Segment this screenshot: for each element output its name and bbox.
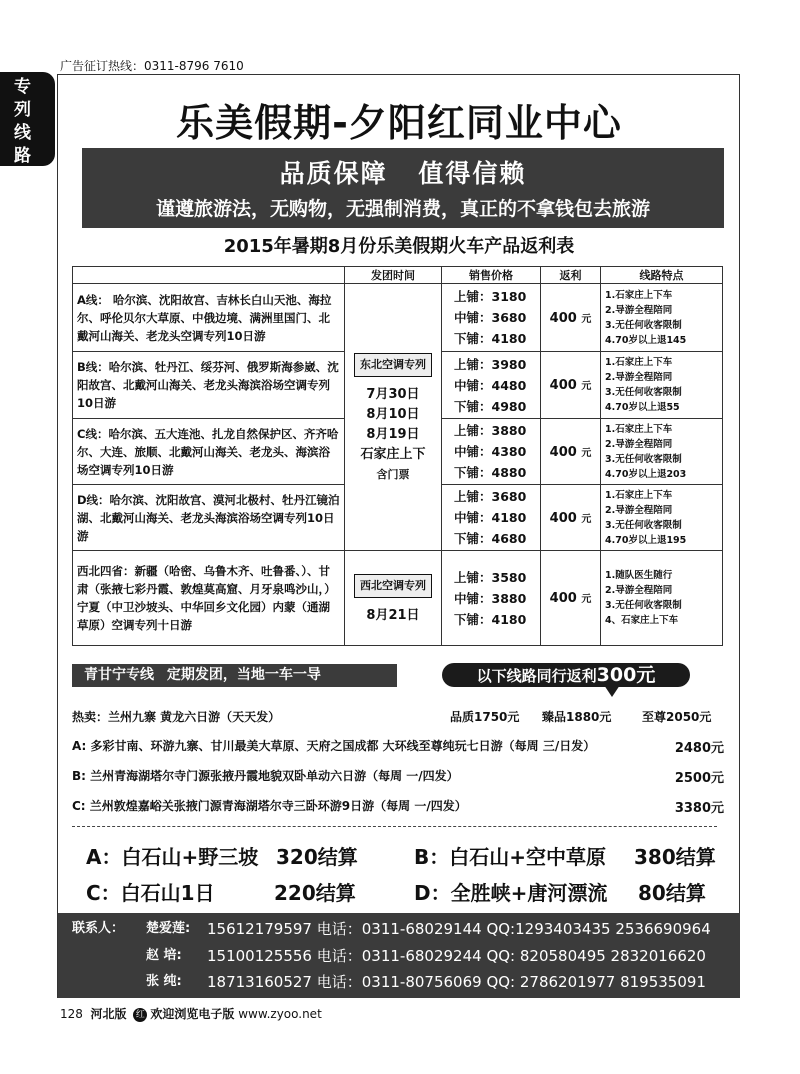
price-cell xyxy=(442,551,541,646)
contacts-panel xyxy=(58,913,740,998)
combo-a-route: A：白石山+野三坡 xyxy=(86,845,259,869)
header-features: 线路特点 xyxy=(601,267,723,284)
combo-b-route: B：白石山+空中草原 xyxy=(414,845,607,869)
price-upper: 上铺：3980 xyxy=(454,356,527,372)
route-a: A线： 哈尔滨、沈阳故宫、吉林长白山天池、海拉尔、呼伦贝尔大草原、中俄边境、满洲里国门、北戴河山海关、老龙头空调专列10日游 xyxy=(73,284,345,352)
combo-a-price: 320结算 xyxy=(276,845,358,869)
contact-name: 张 纯: xyxy=(146,974,182,989)
route-d: D线：哈尔滨、沈阳故宫、漠河北极村、牡丹江镜泊湖、北戴河山海关、老龙头海滨浴场空调专列10日游 xyxy=(73,485,345,551)
price-middle: 中铺：4380 xyxy=(454,444,527,459)
ticket-note: 含门票 xyxy=(376,468,410,481)
departure-station: 石家庄上下 xyxy=(360,447,426,462)
feature: 2.导游全程陪同 xyxy=(605,504,673,516)
features-cell xyxy=(601,551,723,646)
hot-sale-price: 臻品1880元 xyxy=(542,710,612,724)
departure-date: 8月21日 xyxy=(366,608,420,623)
header-rebate: 返利 xyxy=(541,267,601,284)
price-cell xyxy=(442,485,541,551)
rebate-value: 400 xyxy=(549,510,577,526)
feature: 2.导游全程陪同 xyxy=(605,585,673,596)
header-route xyxy=(73,267,345,284)
slogan-banner xyxy=(82,148,724,228)
section-tab xyxy=(0,72,55,166)
features-cell xyxy=(601,284,723,352)
departure-date: 7月30日 xyxy=(366,387,420,402)
rebate-unit: 元 xyxy=(581,381,592,392)
table-row xyxy=(73,284,723,352)
service-promise: 谨遵旅游法，无购物，无强制消费，真正的不拿钱包去旅游 xyxy=(155,198,650,220)
price-middle: 中铺：4180 xyxy=(454,510,527,525)
price-lower: 下铺：4180 xyxy=(454,331,527,346)
contacts-label: 联系人： xyxy=(72,921,125,936)
feature: 3.无任何收客限制 xyxy=(605,319,682,331)
tour-row xyxy=(72,797,724,817)
tour-price: 3380元 xyxy=(674,801,724,816)
tour-text: B: 兰州青海湖塔尔寺门源张掖丹霞地貌双卧单动六日游（每周 一/四发） xyxy=(72,769,459,783)
feature: 4.70岁以上退145 xyxy=(605,334,687,346)
feature: 3.无任何收客限制 xyxy=(605,387,682,398)
feature: 3.无任何收客限制 xyxy=(605,519,682,531)
route-b: B线：哈尔滨、牡丹江、绥芬河、俄罗斯海参崴、沈阳故宫、北戴河山海关、老龙头海滨浴场空调专列10日游 xyxy=(73,352,345,419)
rebate-bubble-amount: 300元 xyxy=(596,664,656,686)
contact-name: 赵 培: xyxy=(146,948,182,963)
price-upper: 上铺：3880 xyxy=(454,423,527,438)
feature: 2.导游全程陪同 xyxy=(605,372,673,383)
northwest-departure xyxy=(345,551,442,646)
rebate-bubble xyxy=(442,663,690,687)
hot-sale-label: 热卖：兰州九寨 黄龙六日游（天天发） xyxy=(72,710,281,724)
tour-row xyxy=(72,767,724,787)
price-cell xyxy=(442,419,541,485)
price-middle: 中铺：3680 xyxy=(454,310,527,325)
combo-d-price: 80结算 xyxy=(638,881,706,905)
rebate-cell xyxy=(541,352,601,419)
price-cell xyxy=(442,284,541,352)
page-footer xyxy=(60,1005,322,1022)
northwest-badge: 西北空调专列 xyxy=(354,574,432,598)
combo-d-route: D：全胜峡+唐河漂流 xyxy=(414,881,608,905)
section-tab-label: 专列线路 xyxy=(14,77,31,166)
contact-info: 15612179597 电话：0311-68029144 QQ:1293403435 2536690964 xyxy=(207,920,711,938)
price-middle: 中铺：3880 xyxy=(454,590,527,606)
qinggan-section-bar: 青甘宁专线 定期发团，当地一车一导 xyxy=(72,664,397,687)
price-lower: 下铺：4180 xyxy=(454,611,527,627)
rebate-cell xyxy=(541,485,601,551)
dashed-divider xyxy=(72,826,717,827)
feature: 1.随队医生随行 xyxy=(605,570,673,581)
tour-row xyxy=(72,737,724,757)
table-row xyxy=(73,551,723,646)
tour-text: C: 兰州敦煌嘉峪关张掖门源青海湖塔尔寺三卧环游9日游（每周 一/四发） xyxy=(72,799,467,813)
footer-tagline: 欢迎浏览电子版 xyxy=(150,1007,235,1021)
northeast-badge: 东北空调专列 xyxy=(354,353,432,377)
rebate-value: 400 xyxy=(549,310,577,326)
table-header-row xyxy=(73,267,723,284)
feature: 2.导游全程陪同 xyxy=(605,438,673,450)
contact-info: 15100125556 电话：0311-68029244 QQ: 820580495 2832016620 xyxy=(207,947,706,965)
price-lower: 下铺：4680 xyxy=(454,531,527,546)
hot-sale-row xyxy=(72,708,722,726)
northeast-departure xyxy=(345,284,442,551)
hot-sale-price: 至尊2050元 xyxy=(642,710,712,724)
price-upper: 上铺：3680 xyxy=(454,489,527,504)
page-number: 128 xyxy=(60,1007,83,1021)
route-c: C线：哈尔滨、五大连池、扎龙自然保护区、齐齐哈尔、大连、旅顺、北戴河山海关、老龙头、海滨浴场空调专列10日游 xyxy=(73,419,345,485)
contact-name: 楚爱莲: xyxy=(146,921,191,936)
footer-url[interactable]: www.zyoo.net xyxy=(238,1007,322,1021)
combo-c-price: 220结算 xyxy=(274,881,356,905)
price-cell xyxy=(442,352,541,419)
rebate-cell xyxy=(541,284,601,352)
product-table xyxy=(72,266,723,646)
rebate-bubble-text: 以下线路同行返利 xyxy=(476,667,597,685)
feature: 4.70岁以上退195 xyxy=(605,534,687,546)
contact-info: 18713160527 电话：0311-80756069 QQ: 2786201977 819535091 xyxy=(207,973,706,991)
price-lower: 下铺：4880 xyxy=(454,465,527,480)
rebate-unit: 元 xyxy=(581,594,592,605)
hot-sale-price: 品质1750元 xyxy=(450,710,520,724)
feature: 2.导游全程陪同 xyxy=(605,304,673,316)
page-title: 乐美假期-夕阳红同业中心 xyxy=(176,101,622,145)
route-northwest: 西北四省：新疆（哈密、乌鲁木齐、吐鲁番、）、甘肃（张掖七彩丹霞、敦煌莫高窟、月牙泉鸣沙山，）宁夏（中卫沙坡头、中华回乡文化园）内蒙（通湖草原）空调专列十日游 xyxy=(73,551,345,646)
features-cell xyxy=(601,352,723,419)
rebate-unit: 元 xyxy=(581,313,592,325)
price-middle: 中铺：4480 xyxy=(454,377,527,393)
header-departure: 发团时间 xyxy=(345,267,442,284)
feature: 1.石家庄上下车 xyxy=(605,489,673,501)
price-upper: 上铺：3580 xyxy=(454,569,527,585)
edition: 河北版 xyxy=(90,1007,127,1021)
header-price: 销售价格 xyxy=(442,267,541,284)
price-upper: 上铺：3180 xyxy=(454,289,527,304)
rebate-value: 400 xyxy=(549,444,577,460)
magazine-logo-icon: 红 xyxy=(133,1008,147,1022)
rebate-unit: 元 xyxy=(581,513,592,525)
feature: 1.石家庄上下车 xyxy=(605,289,673,301)
rebate-unit: 元 xyxy=(581,447,592,459)
ad-hotline: 广告征订热线：0311-8796 7610 xyxy=(60,59,244,73)
rebate-cell xyxy=(541,419,601,485)
combo-b-price: 380结算 xyxy=(634,845,716,869)
feature: 4、石家庄上下车 xyxy=(605,615,679,626)
rebate-value: 400 xyxy=(549,591,577,606)
tour-price: 2480元 xyxy=(674,741,724,756)
features-cell xyxy=(601,419,723,485)
features-cell xyxy=(601,485,723,551)
slogan: 品质保障 值得信赖 xyxy=(279,159,527,188)
feature: 3.无任何收客限制 xyxy=(605,453,682,465)
feature: 3.无任何收客限制 xyxy=(605,600,682,611)
feature: 4.70岁以上退55 xyxy=(605,402,680,413)
feature: 1.石家庄上下车 xyxy=(605,357,673,368)
rebate-cell xyxy=(541,551,601,646)
table-title: 2015年暑期8月份乐美假期火车产品返利表 xyxy=(223,236,575,257)
tour-price: 2500元 xyxy=(674,771,724,786)
departure-date: 8月19日 xyxy=(366,427,420,442)
tour-text: A: 多彩甘南、环游九寨、甘川最美大草原、天府之国成都 大环线至尊纯玩七日游（每周 三/日发） xyxy=(72,739,596,753)
bubble-tail xyxy=(604,685,620,697)
price-lower: 下铺：4980 xyxy=(454,398,527,414)
combo-c-route: C：白石山1日 xyxy=(86,881,215,905)
rebate-value: 400 xyxy=(549,378,577,393)
feature: 4.70岁以上退203 xyxy=(605,468,687,480)
departure-date: 8月10日 xyxy=(366,407,420,422)
feature: 1.石家庄上下车 xyxy=(605,423,673,435)
